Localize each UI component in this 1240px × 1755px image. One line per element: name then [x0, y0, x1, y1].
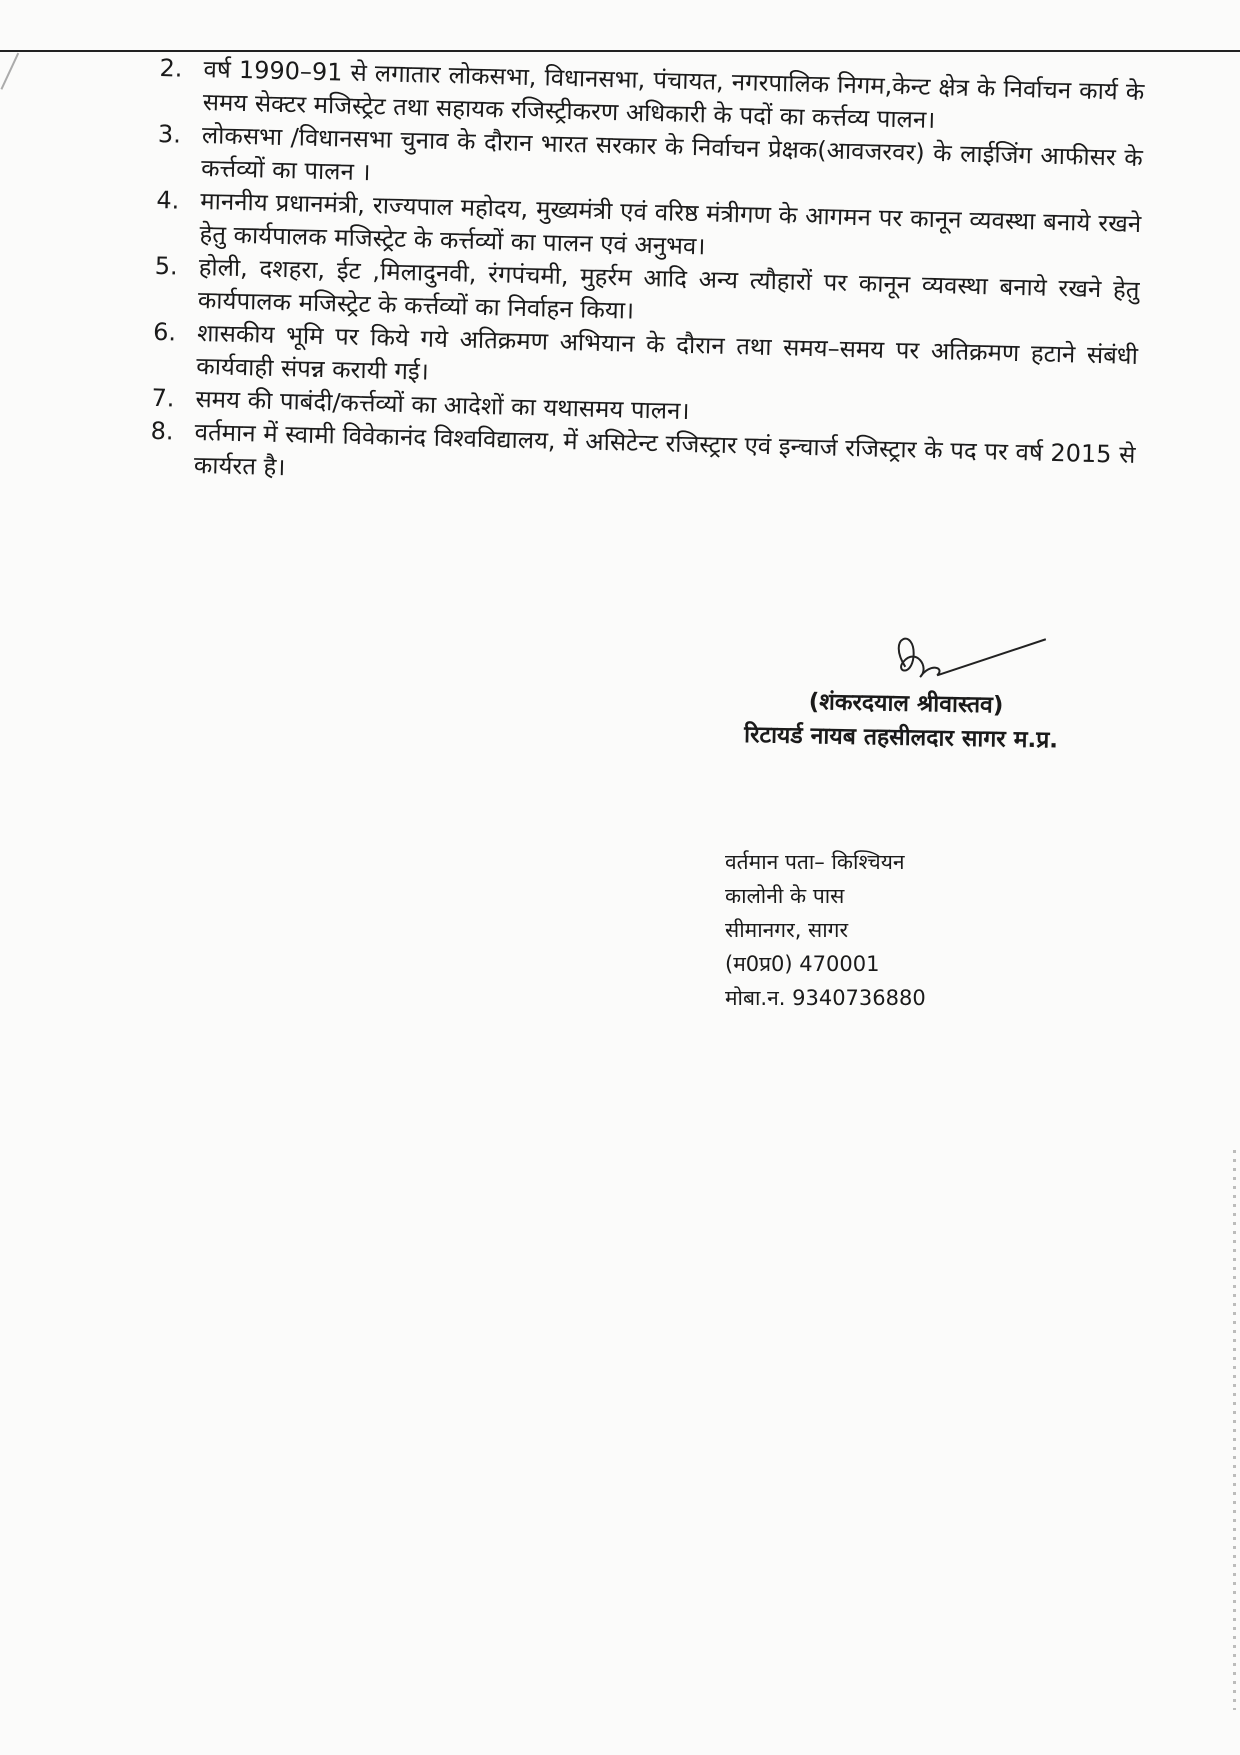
- item-number: 8.: [150, 416, 174, 446]
- item-number: 2.: [159, 53, 183, 83]
- duties-list: [150, 52, 1145, 505]
- address-line: कालोनी के पास: [725, 884, 845, 908]
- item-text: होली, दशहरा, ईट ,मिलादुनवी, रंगपंचमी, मुहर्रम आदि अन्य त्यौहारों पर कानून व्यवस्था बनाये रखने हेतु कार्यपालक मजिस्ट्रेट के कर्त्तव्यों का निर्वाहन किया।: [197, 253, 1140, 325]
- signature-block: [744, 684, 1059, 757]
- address-line: वर्तमान पता– किश्चियन: [725, 850, 905, 874]
- scan-edge: [1233, 1150, 1236, 1710]
- item-text: लोकसभा /विधानसभा चुनाव के दौरान भारत सरकार के निर्वाचन प्रेक्षक(आवजरवर) के लाईजिंग आफीसर के कर्त्तव्यों का पालन ।: [200, 121, 1144, 187]
- signatory-title: रिटायर्ड नायब तहसीलदार सागर म.प्र.: [743, 721, 1059, 754]
- item-text: वर्तमान में स्वामी विवेकानंद विश्वविद्यालय, में असिटेन्ट रजिस्ट्रार एवं इन्चार्ज रजिस्ट्रार के पद पर वर्ष 2015 से कार्यरत है।: [193, 417, 1136, 482]
- scan-artifact: [0, 53, 35, 98]
- item-number: 5.: [154, 251, 179, 281]
- item-text: माननीय प्रधानमंत्री, राज्यपाल महोदय, मुख्यमंत्री एवं वरिष्ठ मंत्रीगण के आगमन पर कानून व्यवस्था बनाये रखने हेतु कार्यपालक मजिस्ट्रेट के कर्त्तव्यों का पालन एवं अनुभव।: [199, 187, 1142, 261]
- item-text: वर्ष 1990–91 से लगातार लोकसभा, विधानसभा, पंचायत, नगरपालिक निगम,केन्ट क्षेत्र के निर्वाचन कार्य के समय सेक्टर मजिस्ट्रेट तथा सहायक रजिस्ट्रीकरण अधिकारी के पदों का कर्त्तव्य पालन।: [202, 55, 1145, 134]
- signatory-name: (शंकरदयाल श्रीवास्तव): [808, 689, 1004, 719]
- item-text: शासकीय भूमि पर किये गये अतिक्रमण अभियान के दौरान तथा समय–समय पर अतिक्रमण हटाने संबंधी कार्यवाही संपन्न करायी गई।: [195, 318, 1139, 386]
- item-text: समय की पाबंदी/कर्त्तव्यों का आदेशों का यथासमय पालन।: [195, 384, 690, 426]
- address-line: (म0प्र0) 470001: [725, 952, 880, 976]
- item-number: 3.: [157, 119, 182, 149]
- phone-number: मोबा.न. 9340736880: [725, 986, 926, 1010]
- item-number: 6.: [152, 317, 177, 347]
- signature-scribble: [875, 626, 1066, 699]
- address-block: [725, 845, 926, 1015]
- item-number: 7.: [151, 383, 175, 413]
- address-line: सीमानगर, सागर: [725, 918, 849, 942]
- item-number: 4.: [156, 185, 180, 215]
